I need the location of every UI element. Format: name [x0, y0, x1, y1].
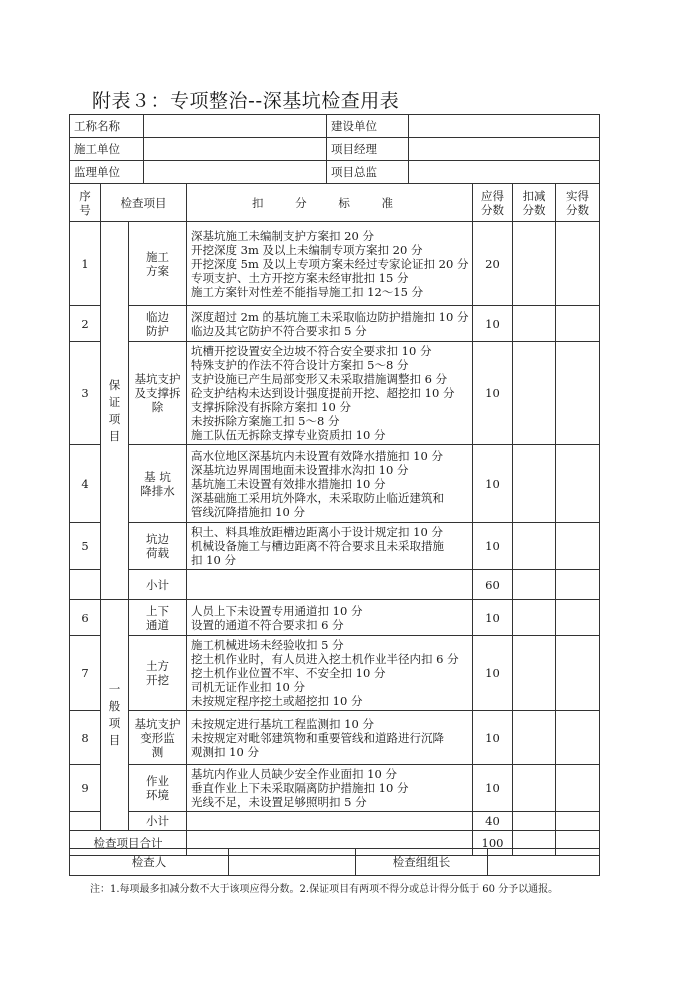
- row-item: 上下通道: [129, 600, 187, 636]
- row-actual-field[interactable]: [556, 222, 600, 306]
- due-score-header: 应得分数: [473, 184, 513, 222]
- row-deduct-field[interactable]: [513, 222, 556, 306]
- row-item: 坑边荷载: [129, 523, 187, 570]
- row-seq: 6: [70, 600, 101, 636]
- row-seq: 4: [70, 445, 101, 523]
- table-row: [70, 636, 600, 711]
- row-item: 基坑支护及支撑拆除: [129, 342, 187, 445]
- table-row: [70, 342, 600, 445]
- row-seq: 7: [70, 636, 101, 711]
- row-seq: 5: [70, 523, 101, 570]
- row-due-score: 10: [473, 306, 513, 342]
- row-actual-field[interactable]: [556, 765, 600, 812]
- inspector-label: 检查人: [70, 849, 229, 876]
- row-standard: 未按规定进行基坑工程监测扣 10 分 未按规定对毗邻建筑物和重要管线和道路进行沉降 观测扣 10 分: [187, 711, 473, 765]
- row-item: 基坑支护变形监 测: [129, 711, 187, 765]
- row-standard: 施工机械进场未经验收扣 5 分 挖土机作业时，有人员进入挖土机作业半径内扣 6 分 挖土机作业位置不牢、不安全扣 10 分 司机无证作业扣 10 分 未按规定程序挖土或超挖扣 10 分: [187, 636, 473, 711]
- row-actual-field[interactable]: [556, 445, 600, 523]
- row-standard: 积土、料具堆放距槽边距离小于设计规定扣 10 分 机械设备施工与槽边距离不符合要求且未采取措施 扣 10 分: [187, 523, 473, 570]
- row-standard: 深基坑施工未编制支护方案扣 20 分 开挖深度 3m 及以上未编制专项方案扣 20 分 开挖深度 5m 及以上专项方案未经过专家论证扣 20 分 专项支护、土方开挖方案未经审批扣 15 分 施工方案针对性差不能指导施工扣 12～15 分: [187, 222, 473, 306]
- page-title: 附表３：专项整治--深基坑检查用表: [92, 90, 400, 112]
- row-due-score: 10: [473, 342, 513, 445]
- supervisor-unit-label: 监理单位: [70, 161, 144, 184]
- row-deduct-field[interactable]: [513, 765, 556, 812]
- table-row: [70, 306, 600, 342]
- row-due-score: 10: [473, 523, 513, 570]
- row-due-score: 10: [473, 636, 513, 711]
- team-leader-label: 检查组组长: [356, 849, 488, 876]
- row-deduct-field[interactable]: [513, 711, 556, 765]
- signature-table: [69, 848, 600, 876]
- chief-supervisor-label: 项目总监: [327, 161, 409, 184]
- row-item: 作业环境: [129, 765, 187, 812]
- subtotal-label: 小计: [129, 812, 187, 831]
- row-item: 施工方案: [129, 222, 187, 306]
- subtotal-row: [70, 812, 600, 831]
- construction-unit-field[interactable]: [144, 138, 327, 161]
- seq-header: 序号: [70, 184, 101, 222]
- row-actual-field[interactable]: [556, 342, 600, 445]
- project-name-field[interactable]: [144, 115, 327, 138]
- builder-label: 建设单位: [327, 115, 409, 138]
- table-row: [70, 600, 600, 636]
- row-deduct-field[interactable]: [513, 306, 556, 342]
- row-actual-field[interactable]: [556, 711, 600, 765]
- subtotal-label: 小计: [129, 570, 187, 600]
- row-deduct-field[interactable]: [513, 812, 556, 831]
- row-item: 临边防护: [129, 306, 187, 342]
- row-actual-field[interactable]: [556, 812, 600, 831]
- row-seq: 2: [70, 306, 101, 342]
- row-due-score: 10: [473, 765, 513, 812]
- total-label: 检查项目合计: [70, 831, 187, 856]
- row-item: 土方开挖: [129, 636, 187, 711]
- info-table: [69, 114, 600, 184]
- row-due-score: 20: [473, 222, 513, 306]
- row-actual-field[interactable]: [556, 523, 600, 570]
- project-name-label: 工称名称: [70, 115, 144, 138]
- subtotal-row: [70, 570, 600, 600]
- row-standard: [187, 570, 473, 600]
- group-label: 保 证 项 目: [108, 377, 121, 443]
- footnote: 注：1.每项最多扣减分数不大于该项应得分数。2.保证项目有两项不得分或总计得分低于 60 分予以通报。: [90, 884, 559, 895]
- item-header: 检查项目: [101, 184, 187, 222]
- table-row: [70, 523, 600, 570]
- row-due-score: 10: [473, 711, 513, 765]
- supervisor-unit-field[interactable]: [144, 161, 327, 184]
- row-standard: 高水位地区深基坑内未设置有效降水措施扣 10 分 深基坑边界周围地面未设置排水沟扣 10 分 基坑施工未设置有效排水措施扣 10 分 深基础施工采用坑外降水，未采取防止临近建筑和 管线沉降措施扣 10 分: [187, 445, 473, 523]
- row-standard: 人员上下未设置专用通道扣 10 分 设置的通道不符合要求扣 6 分: [187, 600, 473, 636]
- row-deduct-field[interactable]: [513, 523, 556, 570]
- group-general: [101, 600, 129, 831]
- row-actual-field[interactable]: [556, 306, 600, 342]
- row-seq: 3: [70, 342, 101, 445]
- team-leader-field[interactable]: [488, 849, 600, 876]
- chief-supervisor-field[interactable]: [409, 161, 600, 184]
- row-seq: 8: [70, 711, 101, 765]
- subtotal-score: 40: [473, 812, 513, 831]
- row-seq: 1: [70, 222, 101, 306]
- project-manager-field[interactable]: [409, 138, 600, 161]
- table-row: [70, 445, 600, 523]
- builder-field[interactable]: [409, 115, 600, 138]
- row-seq: [70, 812, 101, 831]
- inspector-field[interactable]: [229, 849, 356, 876]
- row-item: 基 坑 降排水: [129, 445, 187, 523]
- row-seq: [70, 570, 101, 600]
- total-score: 100: [473, 831, 513, 856]
- row-deduct-field[interactable]: [513, 445, 556, 523]
- standard-header: 扣 分 标 准: [187, 184, 473, 222]
- row-deduct-field[interactable]: [513, 636, 556, 711]
- inspection-table: [69, 183, 600, 856]
- deduct-score-header: 扣减分数: [513, 184, 556, 222]
- actual-score-header: 实得分数: [556, 184, 600, 222]
- row-deduct-field[interactable]: [513, 342, 556, 445]
- table-row: [70, 765, 600, 812]
- row-standard: 深度超过 2m 的基坑施工未采取临边防护措施扣 10 分 临边及其它防护不符合要求扣 5 分: [187, 306, 473, 342]
- row-seq: 9: [70, 765, 101, 812]
- row-standard: 基坑内作业人员缺少安全作业面扣 10 分 垂直作业上下未采取隔离防护措施扣 10 分 光线不足，未设置足够照明扣 5 分: [187, 765, 473, 812]
- row-due-score: 10: [473, 600, 513, 636]
- construction-unit-label: 施工单位: [70, 138, 144, 161]
- row-standard: [187, 812, 473, 831]
- row-standard: 坑槽开挖设置安全边坡不符合安全要求扣 10 分 特殊支护的作法不符合设计方案扣 5～8 分 支护设施已产生局部变形又未采取措施调整扣 6 分 砼支护结构未达到设计强度提前开挖、超挖扣 10 分 支撑拆除没有拆除方案扣 10 分 未按拆除方案施工扣 5～8 分 施工队伍无拆除支撑专业资质扣 10 分: [187, 342, 473, 445]
- row-actual-field[interactable]: [556, 636, 600, 711]
- row-actual-field[interactable]: [556, 600, 600, 636]
- group-label: 一 般 项 目: [108, 682, 121, 747]
- table-row: [70, 711, 600, 765]
- row-deduct-field[interactable]: [513, 570, 556, 600]
- row-actual-field[interactable]: [556, 570, 600, 600]
- project-manager-label: 项目经理: [327, 138, 409, 161]
- group-guarantee: [101, 222, 129, 600]
- table-row: [70, 222, 600, 306]
- row-due-score: 10: [473, 445, 513, 523]
- row-deduct-field[interactable]: [513, 600, 556, 636]
- subtotal-score: 60: [473, 570, 513, 600]
